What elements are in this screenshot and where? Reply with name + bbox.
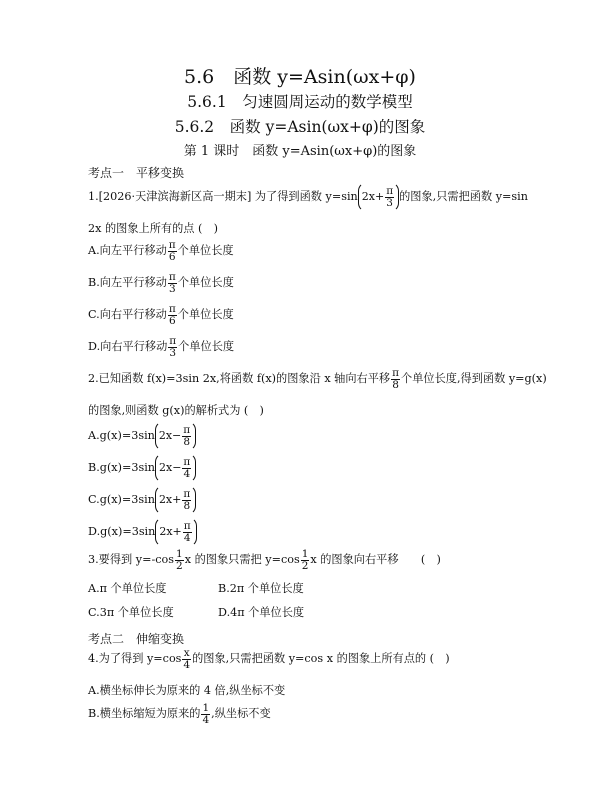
q1-c-frac [168,304,177,326]
frac-num: π [168,239,176,251]
q2-d-frac [183,521,192,543]
q1-option-c [88,304,234,326]
q3-frac-1 [175,549,184,571]
frac-den: 6 [168,314,176,327]
q1-text-a: 1.[2026·天津滨海新区高一期末] 为了得到函数 y=sin [88,190,358,203]
q1-b-frac [168,272,177,294]
q1-option-b [88,272,234,294]
q4-option-a: A.横坐标伸长为原来的 4 倍,纵坐标不变 [88,684,286,697]
frac-num: π [183,424,191,436]
q2-b-frac [182,457,191,479]
q2-c-frac [182,489,191,511]
q4-text-b: 的图象,只需把函数 y=cos x 的图象上所有点的 ( ) [192,652,450,665]
q2-a-inner: 2x− [158,429,182,442]
q1-a-pre: A.向左平行移动 [88,244,167,257]
q4-option-b [88,703,271,725]
frac-den: 3 [169,346,177,359]
frac-den: 6 [168,250,176,263]
q3-option-c: C.3π 个单位长度 [88,606,174,619]
q1-frac-num: π [386,185,394,197]
q1-c-pre: C.向右平行移动 [88,308,167,321]
q1-option-a [88,240,234,262]
q2-option-d [88,517,197,547]
q2-option-a [88,421,196,451]
q1-d-frac [168,336,177,358]
q1-d-post: 个单位长度 [178,340,235,353]
frac-den: 4 [183,531,191,544]
q2-b-inner: 2x− [159,461,182,474]
q1-text-b: 的图象,只需把函数 y=sin [399,190,528,203]
frac-den: 8 [183,435,191,448]
q3-option-a: A.π 个单位长度 [88,582,167,595]
frac-num: 1 [202,702,210,714]
q4-b-pre: B.横坐标缩短为原来的 [88,707,201,720]
q3-option-d: D.4π 个单位长度 [218,606,305,619]
q2-text-a: 2.已知函数 f(x)=3sin 2x,将函数 f(x)的图象沿 x 轴向右平移 [88,372,391,385]
q1-frac-den: 3 [386,196,393,209]
frac-den: 8 [183,499,191,512]
chapter-title: 5.6 函数 y=Asin(ωx+φ) [184,66,416,88]
q2-a-pre: A.g(x)=3sin [88,429,155,442]
frac-den: 4 [183,467,191,480]
frac-num: π [168,303,176,315]
q4-text-a: 4.为了得到 y=cos [88,652,182,665]
question-2-line-1 [88,368,547,390]
topic-heading-1: 考点一 平移变换 [88,166,185,180]
section-title-2: 5.6.2 函数 y=Asin(ωx+φ)的图象 [174,118,426,136]
frac-den: 2 [301,559,309,572]
q1-c-post: 个单位长度 [177,308,234,321]
q3-text-b: x 的图象只需把 y=cos [184,553,300,566]
section-title-1: 5.6.1 匀速圆周运动的数学模型 [187,93,413,111]
frac-num: π [183,488,191,500]
q1-option-d [88,336,234,358]
question-1-line-1 [88,182,528,212]
lesson-title: 第 1 课时 函数 y=Asin(ωx+φ)的图象 [183,144,417,159]
frac-num: x [183,647,190,659]
q1-a-frac [168,240,177,262]
frac-den: 3 [169,282,176,295]
q3-frac-2 [301,549,310,571]
q2-a-frac [182,425,191,447]
q1-a-post: 个单位长度 [177,244,234,257]
frac-num: 1 [301,548,309,560]
q1-b-post: 个单位长度 [177,276,234,289]
q2-c-pre: C.g(x)=3sin [88,493,155,506]
q1-b-pre: B.向左平行移动 [88,276,167,289]
frac-num: 1 [176,548,183,560]
q2-option-b [88,453,196,483]
frac-den: 4 [202,713,210,726]
frac-num: π [169,335,177,347]
q2-b-pre: B.g(x)=3sin [88,461,155,474]
q2-d-pre: D.g(x)=3sin [88,525,156,538]
topic-heading-2: 考点二 伸缩变换 [88,632,185,646]
question-3 [88,549,441,571]
q2-b-paren [155,453,196,483]
q4-b-frac [201,703,210,725]
q2-c-inner: 2x+ [158,493,182,506]
frac-num: π [392,367,400,379]
q4-frac [182,648,191,670]
question-2-line-2: 的图象,则函数 g(x)的解析式为 ( ) [88,404,264,417]
q2-text-b: 个单位长度,得到函数 y=g(x) [401,372,547,385]
q2-a-paren [155,421,196,451]
frac-num: π [183,456,191,468]
q2-c-paren [155,485,196,515]
q1-paren [358,182,399,212]
question-4 [88,648,450,670]
q1-inner: 2x+ [361,190,385,203]
frac-num: π [168,271,176,283]
frac-den: 4 [183,658,191,671]
q2-option-c [88,485,196,515]
q3-text-c: x 的图象向右平移 ( ) [310,553,441,566]
frac-den: 8 [392,378,399,391]
q2-frac [391,368,400,390]
q3-text-a: 3.要得到 y=-cos [88,553,175,566]
q1-d-pre: D.向右平行移动 [88,340,168,353]
q2-d-paren [155,517,196,547]
q1-frac [385,186,394,208]
frac-den: 2 [176,559,183,572]
question-1-line-2: 2x 的图象上所有的点 ( ) [88,222,218,235]
q4-b-post: ,纵坐标不变 [211,707,271,720]
q3-option-b: B.2π 个单位长度 [218,582,304,595]
q2-d-inner: 2x+ [159,525,182,538]
frac-num: π [183,520,191,532]
